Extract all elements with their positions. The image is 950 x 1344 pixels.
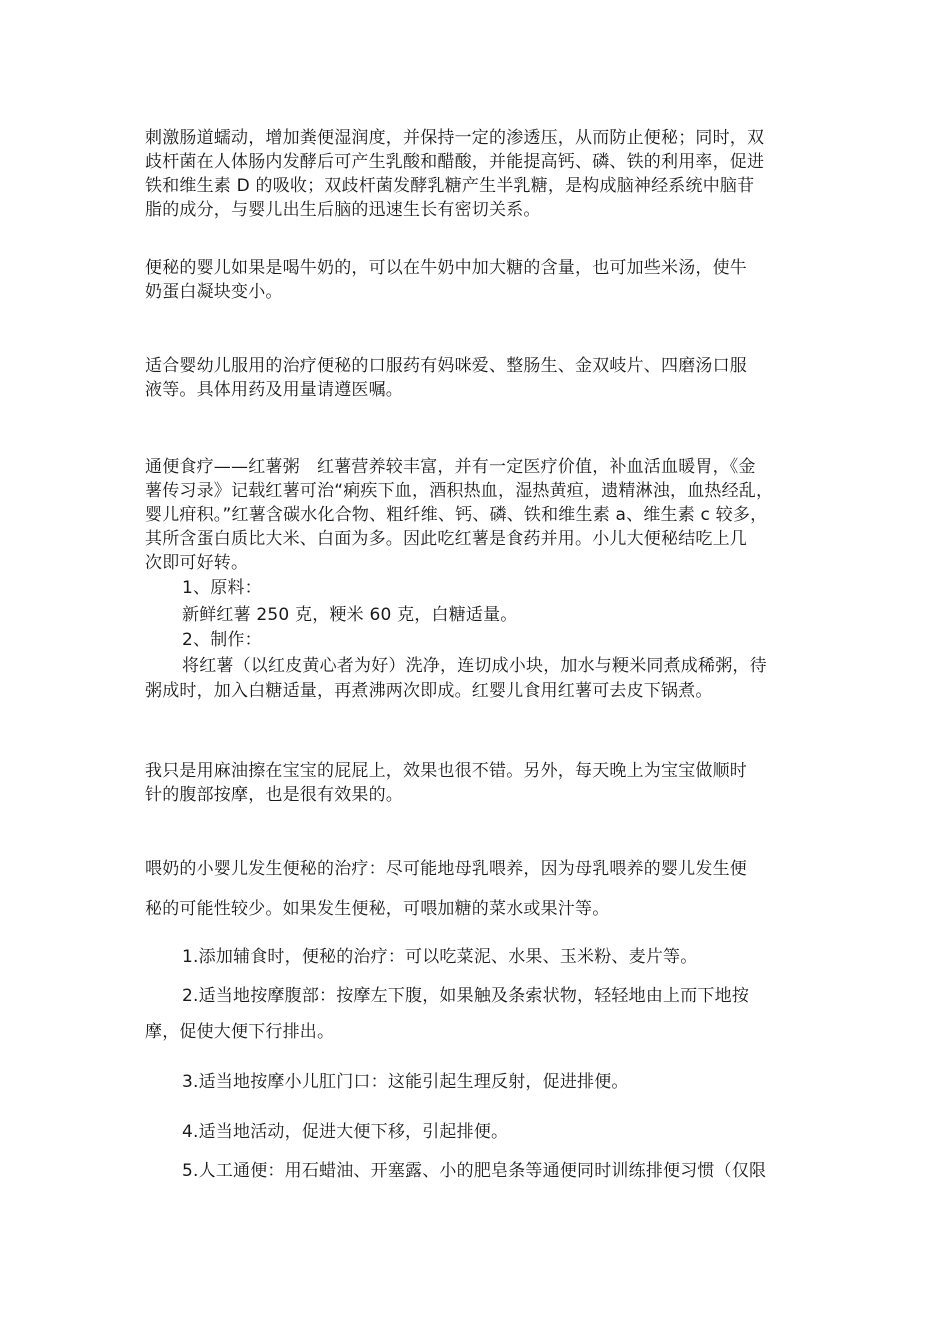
text-line: 秘的可能性较少。如果发生便秘，可喂加糖的菜水或果汁等。 bbox=[145, 899, 610, 919]
list-item: 4.适当地活动，促进大便下移，引起排便。 bbox=[182, 1122, 509, 1142]
text-line: 2、制作： bbox=[182, 630, 262, 650]
text-line: 其所含蛋白质比大米、白面为多。因此吃红薯是食药并用。小儿大便秘结吃上几 bbox=[145, 529, 747, 549]
text-line: 我只是用麻油擦在宝宝的屁屁上，效果也很不错。另外，每天晚上为宝宝做顺时 bbox=[145, 761, 747, 781]
text-line: 婴儿疳积。”红薯含碳水化合物、粗纤维、钙、磷、铁和维生素 a、维生素 c 较多， bbox=[145, 505, 768, 525]
text-line: 奶蛋白凝块变小。 bbox=[145, 282, 283, 302]
text-line: 铁和维生素 D 的吸收；双歧杆菌发酵乳糖产生半乳糖，是构成脑神经系统中脑苷 bbox=[145, 176, 755, 196]
list-item: 2.适当地按摩腹部：按摩左下腹，如果触及条索状物，轻轻地由上而下地按 bbox=[182, 986, 750, 1006]
text-line: 脂的成分，与婴儿出生后脑的迅速生长有密切关系。 bbox=[145, 200, 541, 220]
text-line: 薯传习录》记载红薯可治“痢疾下血，酒积热血，湿热黄疸，遗精淋浊，血热经乱， bbox=[145, 481, 774, 501]
text-line: 将红薯（以红皮黄心者为好）洗净，连切成小块，加水与粳米同煮成稀粥，待 bbox=[182, 656, 767, 676]
text-line: 新鲜红薯 250 克，粳米 60 克，白糖适量。 bbox=[182, 605, 518, 625]
text-line: 摩，促使大便下行排出。 bbox=[145, 1022, 335, 1042]
text-line: 歧杆菌在人体肠内发酵后可产生乳酸和醋酸，并能提高钙、磷、铁的利用率，促进 bbox=[145, 152, 765, 172]
text-line: 针的腹部按摩，也是很有效果的。 bbox=[145, 785, 403, 805]
text-line: 通便食疗——红薯粥 红薯营养较丰富，并有一定医疗价值，补血活血暖胃，《金 bbox=[145, 457, 756, 477]
list-item: 3.适当地按摩小儿肛门口：这能引起生理反射，促进排便。 bbox=[182, 1072, 629, 1092]
list-item: 5.人工通便：用石蜡油、开塞露、小的肥皂条等通便同时训练排便习惯（仅限 bbox=[182, 1161, 767, 1181]
text-line: 喂奶的小婴儿发生便秘的治疗：尽可能地母乳喂养，因为母乳喂养的婴儿发生便 bbox=[145, 859, 747, 879]
text-line: 1、原料： bbox=[182, 578, 262, 598]
text-line: 刺激肠道蠕动，增加粪便湿润度，并保持一定的渗透压，从而防止便秘；同时，双 bbox=[145, 128, 765, 148]
text-line: 适合婴幼儿服用的治疗便秘的口服药有妈咪爱、整肠生、金双岐片、四磨汤口服 bbox=[145, 356, 747, 376]
text-line: 次即可好转。 bbox=[145, 553, 249, 573]
text-line: 粥成时，加入白糖适量，再煮沸两次即成。红婴儿食用红薯可去皮下锅煮。 bbox=[145, 681, 713, 701]
text-line: 便秘的婴儿如果是喝牛奶的，可以在牛奶中加大糖的含量，也可加些米汤，使牛 bbox=[145, 258, 747, 278]
list-item: 1.添加辅食时，便秘的治疗：可以吃菜泥、水果、玉米粉、麦片等。 bbox=[182, 947, 698, 967]
text-line: 液等。具体用药及用量请遵医嘱。 bbox=[145, 380, 403, 400]
